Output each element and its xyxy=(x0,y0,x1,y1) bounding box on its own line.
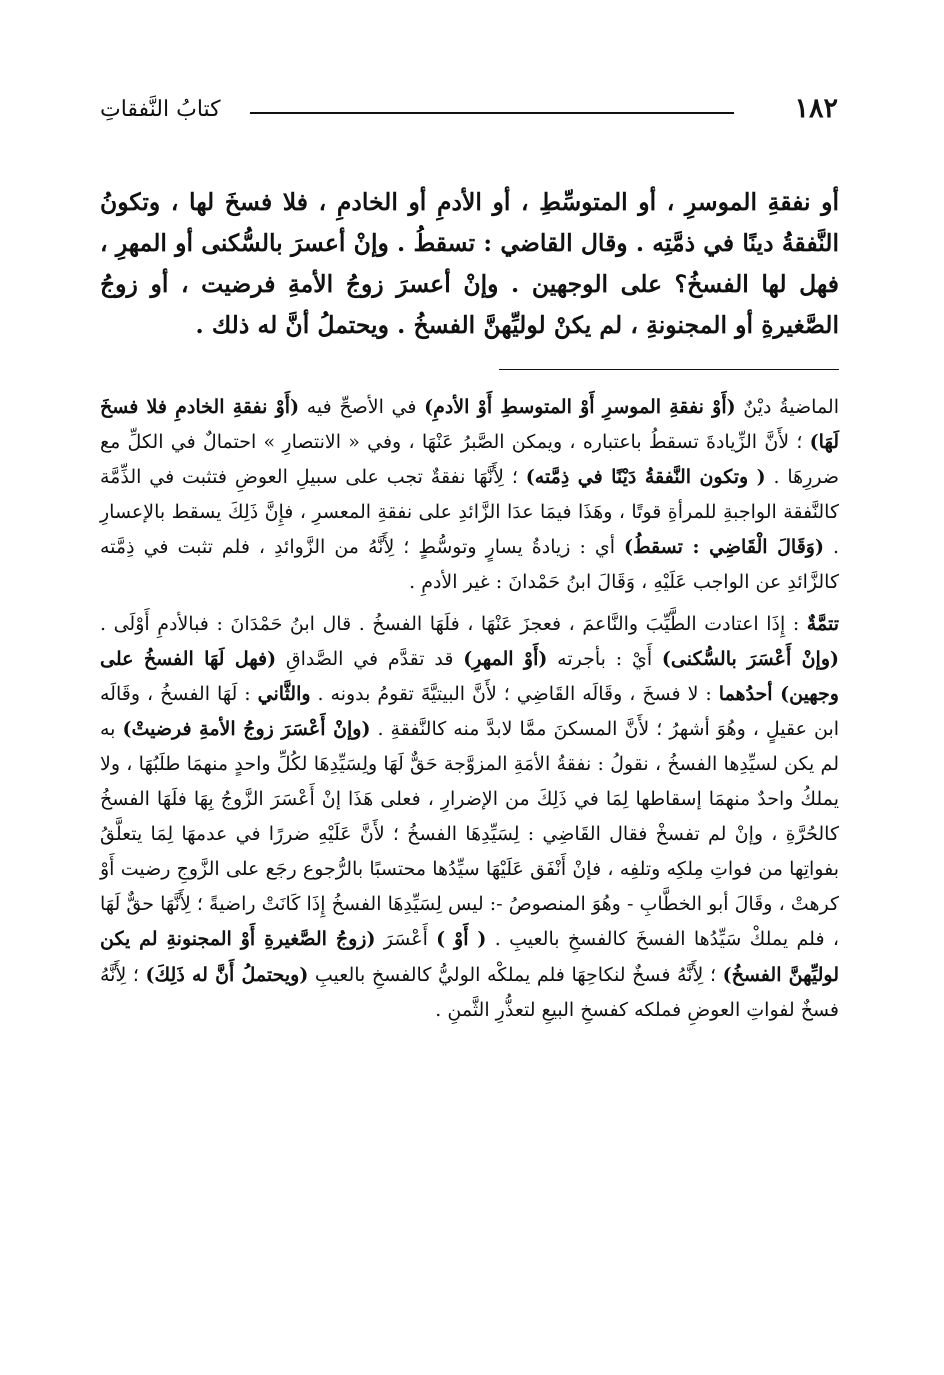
text-segment: ؛ لِأَنَّهُ فسخٌ لفواتِ العوضِ فملكه كفسخِ البيعِ لتعذُّرِ الثَّمنِ . xyxy=(100,963,839,1021)
bold-quote-segment: (وإنْ أَعْسَرَ زوجُ الأمةِ فرضيتْ) xyxy=(122,717,371,740)
text-segment: ؛ لِأَنَّهَا نفقةٌ تجب على سبيلِ العوضِ فتثبت في الذِّمَّة كالنَّفقة الواجبةِ للمرأةِ قوتًا ، وهَذَا فيمَا عدَا الزَّائدِ على نفقةِ المعسرِ ، فإِنَّ ذَلِكَ يسقط بالإعسارِ . xyxy=(100,466,839,559)
page-header xyxy=(100,92,844,132)
bold-quote-segment: (أَوْ نفقةِ الخادمِ فلا فسخَ لَهَا) xyxy=(100,396,839,454)
commentary-paragraph xyxy=(100,607,839,1028)
text-segment: ؛ لِأَنَّهُ فسخٌ لنكاحِهَا فلم يملكْه الوليُّ كالفسخِ بالعيبِ xyxy=(308,963,723,986)
header-rule xyxy=(250,112,734,114)
text-segment: الماضيةُ ديْنٌ xyxy=(735,396,840,418)
bold-quote-segment: (فهل لَهَا الفسخُ على وجهين) أحدُهما xyxy=(100,647,839,705)
bold-quote-segment: ( وتكون النَّفقةُ دَيْنًا في ذِمَّته) xyxy=(525,466,766,489)
text-segment: : إِذَا اعتادت الطَّيِّبَ والنَّاعمَ ، فعجزَ عَنْهَا ، فلَهَا الفسخُ . قال ابنُ حَمْدَانَ : فبالأدمِ أَوْلَى . xyxy=(100,612,807,635)
bold-quote-segment: (زوجُ الصَّغيرةِ أَوْ المجنونةِ لم يكن لوليِّهنَّ الفسخُ) xyxy=(100,928,839,986)
text-segment: أي : زيادةُ يسارٍ وتوسُّطٍ ؛ لِأَنَّهُ من الزَّوائدِ ، فلم تثبت في ذِمَّته كالزَّائدِ عن الواجب عَلَيْهِ ، وَقَالَ ابنُ حَمْدانَ : غير الأدمِ . xyxy=(100,536,839,594)
main-text: أو نفقةِ الموسرِ ، أو المتوسِّطِ ، أو الأدمِ أو الخادمِ ، فلا فسخَ لها ، وتكونُ النَّفقةُ دينًا في ذمَّتِه . وقال القاضي : تسقطُ . وإنْ أعسرَ بالسُّكنى أو المهرِ ، فهل لها الفسخُ؟ على الوجهين . وإنْ أعسرَ زوجُ الأمةِ فرضيت ، أو زوجُ الصَّغيرةِ أو المجنونةِ ، لم يكنْ لوليِّهنَّ الفسخُ . ويحتملُ أنَّ له ذلك . xyxy=(100,188,839,339)
bold-quote-segment: (وَقَالَ الْقَاضِي : تسقطُ) xyxy=(624,536,824,559)
bold-quote-segment: (أَوْ نفقةِ الموسرِ أَوْ المتوسطِ أَوْ الأدمِ) xyxy=(424,396,736,418)
bold-quote-segment: والثَّاني xyxy=(257,682,311,705)
footnote-divider xyxy=(499,369,839,370)
text-segment: في الأصحِّ فيه xyxy=(299,396,425,418)
bold-quote-segment: (وإنْ أَعْسَرَ بالسُّكنى) xyxy=(661,647,839,670)
text-segment: : لَهَا الفسخُ ، وقَالَه ابن عقيلٍ ، وهُوَ أشهرُ ؛ لأَنَّ المسكنَ ممَّا لابدَّ منه كالنَّفقةِ . xyxy=(100,682,840,740)
commentary xyxy=(100,390,839,1028)
bold-quote-segment: (ويحتملُ أَنَّ له ذَلِكَ) xyxy=(145,963,309,986)
text-segment: قد تقدَّم في الصَّداقِ xyxy=(276,647,464,670)
bold-quote-segment: (أَوْ المهرِ) xyxy=(463,647,548,670)
text-segment: : لا فسخَ ، وقَالَه القَاضِي ؛ لأَنَّ البيتيَّةَ تقومُ بدونه . xyxy=(310,682,719,705)
text-segment: أَعْسَرَ xyxy=(375,928,437,951)
page-number: ١٨٢ xyxy=(794,93,838,124)
commentary-paragraph xyxy=(100,390,839,601)
text-segment: أَيْ : بأجرته xyxy=(547,647,662,670)
bold-quote-segment: تتمَّةٌ xyxy=(806,612,839,635)
text-segment: به لم يكن لسيِّدِها الفسخُ ، نقولُ : نفقةُ الأمَةِ المزوَّجة حَقٌّ لَهَا ولِسَيِّدِهَا لكُلِّ واحدٍ منهمَا طلَبُهَا ، ولا يملكُ واحدٌ منهمَا إسقاطها لِمَا في ذَلِكَ من الإضرارِ ، فعلى هَذَا إنْ أَعْسَرَ الزَّوجُ بِهَا فلَهَا الفسخُ كالحُرَّةِ ، وإنْ لم تفسخْ فقال القَاضِي : لِسَيِّدِهَا الفسخُ ؛ لأَنَّ عَلَيْهِ ضررًا في عدمهَا لِمَا يتعلَّقُ بفواتِها من فواتِ مِلكِه وتلفِه ، فإنْ أَنْفَق عَلَيْهَا سيِّدُها محتسبًا بالرُّجوع رجَع على الزَّوجِ رضيت أَوْ كرهتْ ، وقَالَ أبو الخطَّابِ - وهُوَ المنصوصُ -: ليس لِسَيِّدِهَا الفسخُ إِذَا كَانَتْ راضيةً ؛ لِأَنَّهَا حقٌّ لَهَا ، فلم يملكْ سَيِّدُها الفسخَ كالفسخِ بالعيبِ . xyxy=(100,717,839,951)
bold-quote-segment: ( أَوْ ) xyxy=(436,928,487,951)
text-segment: ؛ لأَنَّ الزِّيادةَ تسقطُ باعتباره ، ويمكن الصَّبرُ عَنْهَا ، وفي « الانتصارِ » احتمالٌ في الكلِّ مع ضررِهَا . xyxy=(100,431,839,489)
book-title: كتابُ النَّفقاتِ xyxy=(100,97,221,122)
